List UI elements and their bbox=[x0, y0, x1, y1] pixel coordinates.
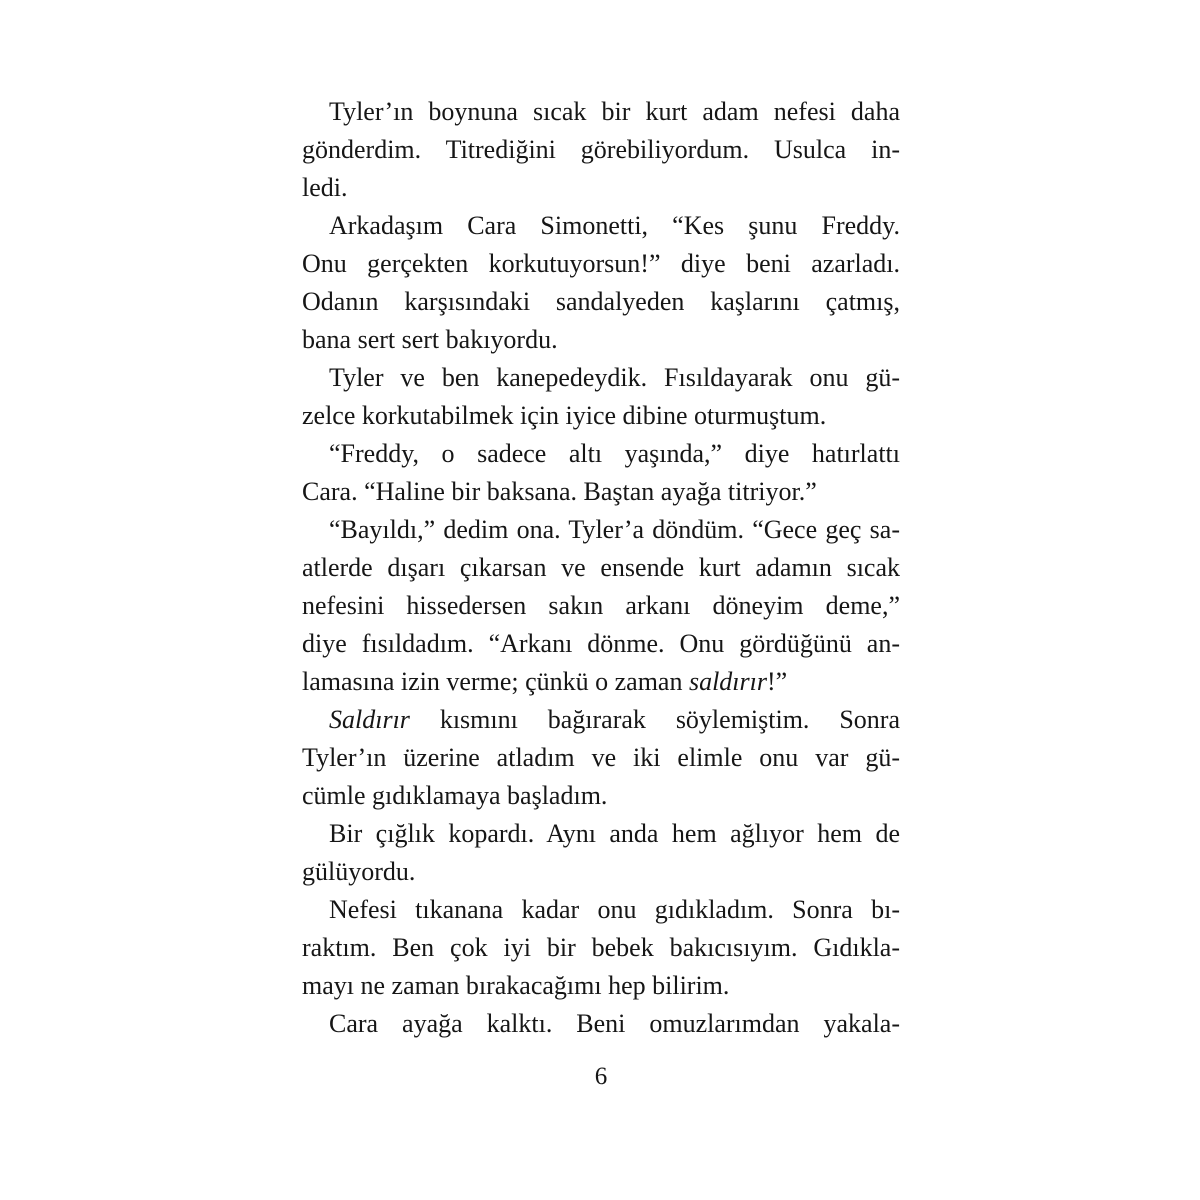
text-segment: cümle gıdıklamaya başladım. bbox=[302, 781, 608, 810]
text-line bbox=[302, 663, 900, 701]
text-line bbox=[302, 435, 900, 473]
text-segment: gönderdim. Titrediğini görebiliyordum. Usulca in- bbox=[302, 135, 900, 164]
text-line bbox=[302, 283, 900, 321]
text-segment: nefesini hissedersen sakın arkanı döneyim deme,” bbox=[302, 591, 900, 620]
text-segment: Tyler’ın boynuna sıcak bir kurt adam nefesi daha bbox=[329, 97, 900, 126]
body-text bbox=[302, 93, 900, 1043]
text-line bbox=[302, 777, 900, 815]
text-line bbox=[302, 587, 900, 625]
text-line bbox=[302, 511, 900, 549]
text-line bbox=[302, 739, 900, 777]
text-line bbox=[302, 321, 900, 359]
text-segment: atlerde dışarı çıkarsan ve ensende kurt adamın sıcak bbox=[302, 553, 900, 582]
page-number: 6 bbox=[594, 1063, 608, 1090]
text-segment: Cara. “Haline bir baksana. Baştan ayağa titriyor.” bbox=[302, 477, 817, 506]
text-line bbox=[302, 1005, 900, 1043]
text-line bbox=[302, 397, 900, 435]
text-segment: “Bayıldı,” dedim ona. Tyler’a döndüm. “Gece geç sa- bbox=[329, 515, 900, 544]
text-segment: diye fısıldadım. “Arkanı dönme. Onu gördüğünü an- bbox=[302, 629, 900, 658]
text-segment: zelce korkutabilmek için iyice dibine oturmuştum. bbox=[302, 401, 827, 430]
text-line bbox=[302, 815, 900, 853]
text-segment: Tyler’ın üzerine atladım ve iki elimle onu var gü- bbox=[302, 743, 900, 772]
text-segment: Onu gerçekten korkutuyorsun!” diye beni azarladı. bbox=[302, 249, 900, 278]
text-segment: Odanın karşısındaki sandalyeden kaşlarını çatmış, bbox=[302, 287, 900, 316]
text-line bbox=[302, 549, 900, 587]
text-line bbox=[302, 891, 900, 929]
text-segment: raktım. Ben çok iyi bir bebek bakıcısıyım. Gıdıkla- bbox=[302, 933, 900, 962]
text-segment: bana sert sert bakıyordu. bbox=[302, 325, 558, 354]
text-segment: gülüyordu. bbox=[302, 857, 416, 886]
text-line bbox=[302, 93, 900, 131]
text-segment: mayı ne zaman bırakacağımı hep bilirim. bbox=[302, 971, 730, 1000]
text-segment: Bir çığlık kopardı. Aynı anda hem ağlıyor hem de bbox=[329, 819, 900, 848]
text-segment: Nefesi tıkanana kadar onu gıdıkladım. Sonra bı- bbox=[329, 895, 900, 924]
text-segment: Cara ayağa kalktı. Beni omuzlarımdan yakala- bbox=[329, 1009, 900, 1038]
text-line bbox=[302, 359, 900, 397]
text-line bbox=[302, 131, 900, 169]
italic-text-segment: saldırır bbox=[688, 667, 767, 696]
text-line bbox=[302, 473, 900, 511]
italic-text-segment: Saldırır bbox=[329, 705, 410, 734]
text-segment: ledi. bbox=[302, 173, 348, 202]
text-line bbox=[302, 245, 900, 283]
text-line bbox=[302, 853, 900, 891]
text-line bbox=[302, 929, 900, 967]
text-line bbox=[302, 967, 900, 1005]
text-line bbox=[302, 207, 900, 245]
text-segment: “Freddy, o sadece altı yaşında,” diye hatırlattı bbox=[329, 439, 900, 468]
text-segment: Tyler ve ben kanepedeydik. Fısıldayarak onu gü- bbox=[329, 363, 900, 392]
text-segment: kısmını bağırarak söylemiştim. Sonra bbox=[409, 705, 900, 734]
text-segment: !” bbox=[767, 667, 788, 696]
text-segment: lamasına izin verme; çünkü o zaman bbox=[302, 667, 689, 696]
text-line bbox=[302, 625, 900, 663]
text-segment: Arkadaşım Cara Simonetti, “Kes şunu Freddy. bbox=[329, 211, 900, 240]
text-line bbox=[302, 169, 900, 207]
text-line bbox=[302, 701, 900, 739]
